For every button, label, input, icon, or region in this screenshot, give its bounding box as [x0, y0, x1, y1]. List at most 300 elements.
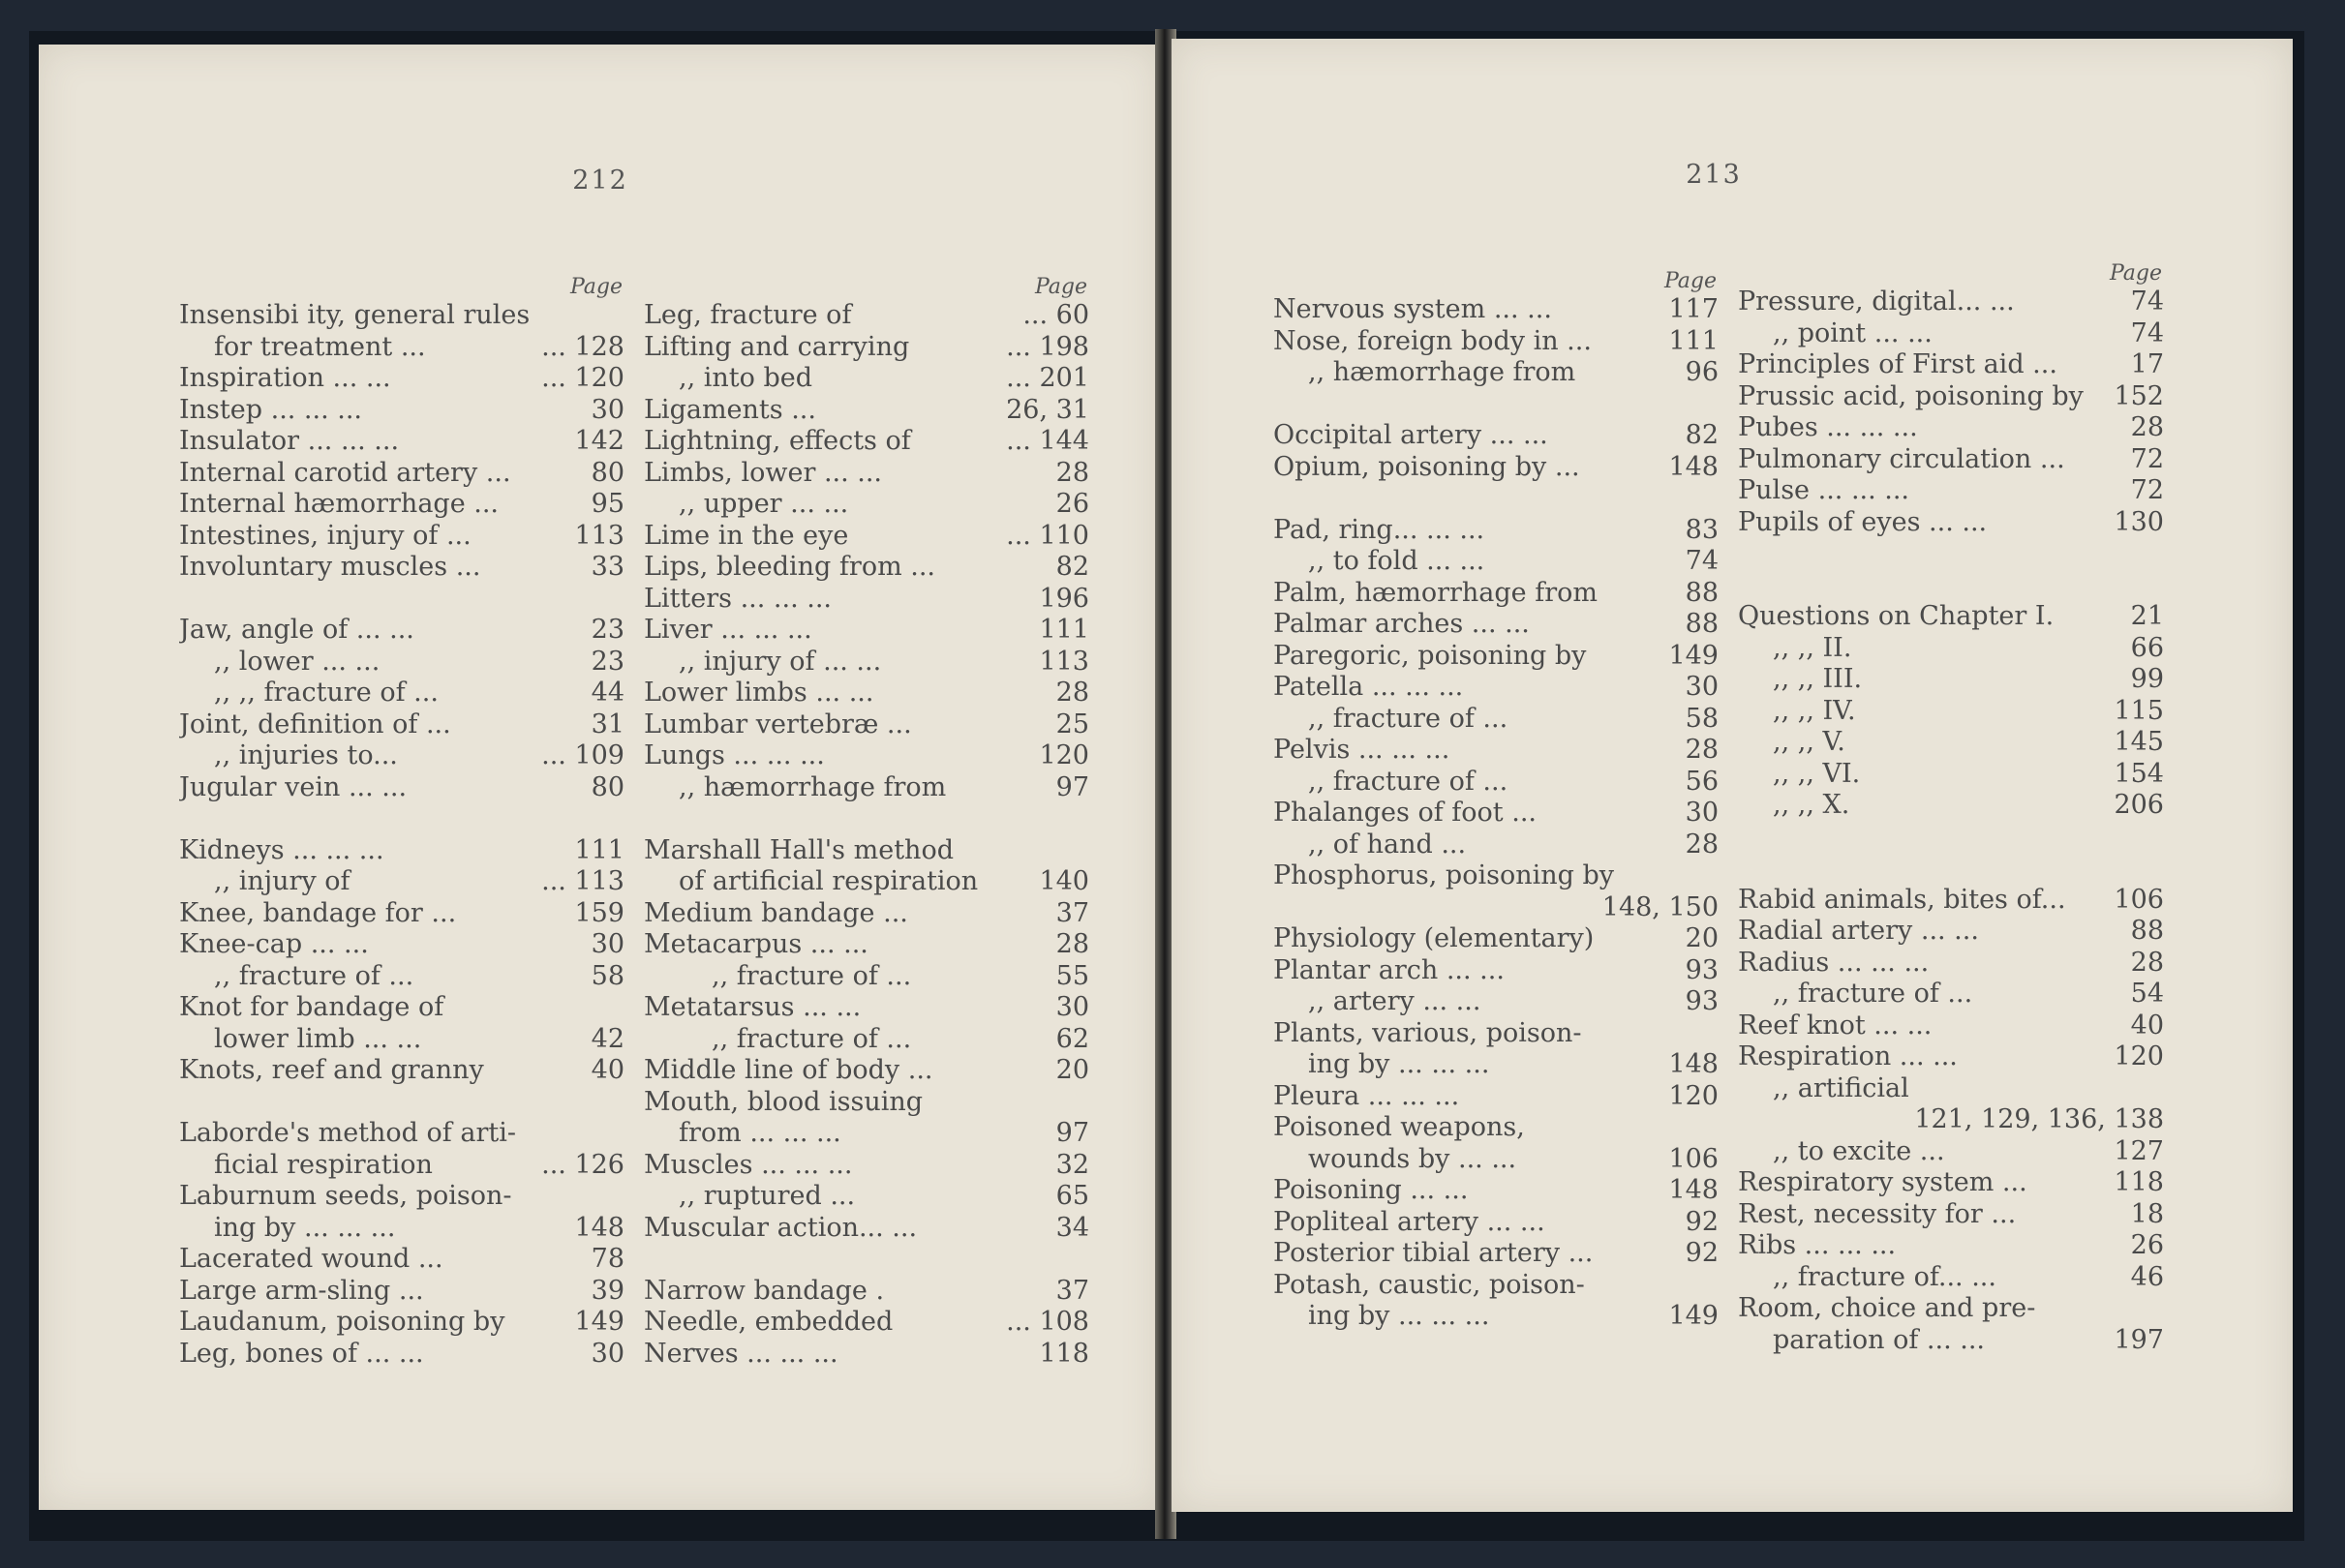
entry-term: ficial respiration — [214, 1149, 433, 1180]
entry-page-ref: 95 — [591, 489, 624, 519]
entry-term: Nose, foreign body in ... — [1273, 325, 1592, 356]
index-entry — [1273, 1112, 1719, 1144]
entry-page-ref: 25 — [1055, 709, 1089, 739]
entry-page-ref: 26 — [1055, 489, 1089, 519]
index-entry — [179, 552, 624, 584]
entry-page-ref: 30 — [591, 1338, 624, 1369]
entry-page-ref: 111 — [1668, 325, 1719, 356]
entry-term: Large arm-sling ... — [179, 1275, 424, 1306]
index-entry — [1273, 1144, 1719, 1176]
entry-term: Room, choice and pre- — [1738, 1293, 2036, 1323]
index-entry — [644, 363, 1089, 395]
index-entry — [644, 584, 1089, 616]
index-entry — [1273, 515, 1719, 547]
index-entry — [644, 1307, 1089, 1339]
entry-page-ref: 148 — [1668, 1175, 1719, 1205]
index-entry — [179, 866, 624, 898]
column-header: Page — [1663, 269, 1717, 293]
index-entry — [179, 332, 624, 364]
index-entry — [1738, 507, 2164, 539]
entry-term: Lime in the eye — [644, 520, 849, 551]
entry-page-ref: 46 — [2130, 1261, 2164, 1292]
entry-page-ref: 72 — [2130, 443, 2164, 474]
entry-page-ref: 39 — [591, 1275, 624, 1306]
entry-term: Pubes ... ... ... — [1738, 412, 1918, 442]
entry-term: ,, ,, X. — [1773, 790, 1850, 820]
entry-term: Jaw, angle of ... ... — [179, 615, 414, 645]
entry-term: Radial artery ... ... — [1738, 916, 1979, 946]
index-entry — [1273, 1018, 1719, 1050]
entry-term: Nervous system ... ... — [1273, 294, 1552, 324]
entry-page-ref: ... 108 — [1006, 1307, 1089, 1337]
index-entry — [644, 1150, 1089, 1182]
index-entry — [1738, 1199, 2164, 1231]
index-entry — [179, 1181, 624, 1213]
index-entry — [1738, 538, 2164, 570]
entry-term: Knee-cap ... ... — [179, 929, 369, 959]
entry-page-ref: 154 — [2114, 758, 2164, 789]
entry-page-ref: 149 — [574, 1307, 624, 1337]
entry-term: Plants, various, poison- — [1273, 1017, 1582, 1048]
index-entry — [1273, 326, 1719, 358]
entry-term: Jugular vein ... ... — [179, 771, 408, 802]
entry-term: ,, hæmorrhage from — [1308, 357, 1576, 387]
index-entry — [179, 929, 624, 961]
index-entry — [644, 1339, 1089, 1371]
entry-term: ,, lower ... ... — [214, 646, 381, 677]
entry-page-ref: 74 — [2130, 317, 2164, 348]
entry-page-ref: 93 — [1685, 986, 1719, 1016]
index-entry — [179, 426, 624, 458]
entry-term: ,, to fold ... ... — [1308, 546, 1485, 576]
entry-term: Poisoning ... ... — [1273, 1175, 1469, 1205]
index-entry — [1738, 570, 2164, 602]
entry-page-ref: 83 — [1685, 514, 1719, 545]
index-column — [179, 275, 624, 1370]
entry-page-ref: 32 — [1055, 1149, 1089, 1180]
index-entry — [1273, 767, 1719, 799]
entry-term: paration of ... ... — [1773, 1324, 1986, 1355]
entry-page-ref: 113 — [574, 520, 624, 551]
entry-term: ,, fracture of ... — [214, 960, 414, 991]
entry-page-ref: 120 — [1668, 1080, 1719, 1111]
index-entry — [1738, 1293, 2164, 1325]
entry-page-ref: 142 — [574, 426, 624, 456]
entry-page-ref: ... 198 — [1006, 331, 1089, 362]
index-entry — [1273, 860, 1719, 892]
index-entry — [644, 866, 1089, 898]
entry-term: Occipital artery ... ... — [1273, 420, 1548, 450]
index-entry — [1738, 696, 2164, 728]
index-entry — [1738, 475, 2164, 507]
entry-term: Rabid animals, bites of... — [1738, 884, 2066, 915]
entry-page-ref: 113 — [1039, 646, 1089, 677]
entry-page-ref: 42 — [591, 1023, 624, 1054]
index-entry — [1273, 357, 1719, 389]
index-entry — [1273, 546, 1719, 578]
index-entry — [1738, 853, 2164, 885]
entry-term: ,, ,, II. — [1773, 632, 1852, 663]
entry-page-ref: 58 — [1685, 703, 1719, 734]
entry-term: Insensibi ity, general rules — [179, 300, 531, 330]
index-entry — [1738, 1262, 2164, 1294]
entry-term: Ribs ... ... ... — [1738, 1230, 1897, 1260]
entry-term: Potash, caustic, poison- — [1273, 1269, 1585, 1300]
entry-page-ref: 74 — [2130, 286, 2164, 317]
index-entry — [644, 458, 1089, 490]
entry-page-ref: 37 — [1055, 897, 1089, 928]
index-entry — [644, 1213, 1089, 1245]
index-entry — [1738, 1010, 2164, 1042]
entry-page-ref: 17 — [2130, 349, 2164, 379]
entry-page-ref: 115 — [2114, 695, 2164, 726]
entry-page-ref: 65 — [1055, 1181, 1089, 1211]
index-entry — [179, 615, 624, 647]
index-entry — [1738, 286, 2164, 318]
index-entry — [644, 1087, 1089, 1119]
entry-page-ref: 88 — [1685, 577, 1719, 608]
index-column — [1273, 269, 1719, 1333]
index-entry — [179, 772, 624, 804]
index-entry — [179, 1150, 624, 1182]
entry-term: Narrow bandage . — [644, 1275, 885, 1306]
entry-page-ref: 28 — [1685, 829, 1719, 859]
entry-term: Pad, ring... ... ... — [1273, 514, 1485, 545]
entry-page-ref: 111 — [574, 834, 624, 865]
entry-term: Physiology (elementary) — [1273, 923, 1595, 953]
entry-term: Pupils of eyes ... ... — [1738, 506, 1988, 537]
index-entry — [644, 678, 1089, 709]
entry-page-ref: 148 — [1668, 1049, 1719, 1079]
entry-term: Kidneys ... ... ... — [179, 834, 384, 865]
entry-term: ,, ,, III. — [1773, 664, 1863, 694]
index-entry — [179, 709, 624, 741]
entry-term: Ligaments ... — [644, 394, 816, 425]
entry-page-ref: 106 — [1668, 1143, 1719, 1174]
index-entry — [1738, 948, 2164, 980]
entry-term: Muscles ... ... ... — [644, 1149, 853, 1180]
entry-page-ref: 80 — [591, 771, 624, 802]
index-entry — [1738, 1041, 2164, 1073]
index-entry — [179, 1213, 624, 1245]
index-entry — [644, 709, 1089, 741]
entry-term: Pressure, digital... ... — [1738, 286, 2015, 317]
entry-term: ing by ... ... ... — [1308, 1301, 1490, 1331]
entry-term: Radius ... ... ... — [1738, 947, 1930, 978]
entry-term: Lungs ... ... ... — [644, 740, 825, 770]
index-entry — [644, 395, 1089, 427]
entry-page-ref: 148 — [574, 1212, 624, 1243]
entry-page-ref: 28 — [2130, 947, 2164, 978]
entry-page-ref: 56 — [1685, 766, 1719, 797]
index-entry — [644, 1118, 1089, 1150]
entry-term: Laburnum seeds, poison- — [179, 1181, 512, 1211]
index-entry — [644, 615, 1089, 647]
index-entry — [179, 458, 624, 490]
index-entry — [1738, 664, 2164, 696]
index-entry — [644, 835, 1089, 867]
entry-page-ref: ... 109 — [541, 740, 624, 770]
index-entry — [1273, 798, 1719, 829]
entry-term: Mouth, blood issuing — [644, 1086, 924, 1117]
entry-term: ,, fracture of ... — [1773, 979, 1973, 1009]
index-entry — [1738, 1230, 2164, 1262]
entry-page-ref: 206 — [2114, 790, 2164, 820]
entry-term: lower limb ... ... — [214, 1023, 422, 1054]
index-entry — [1273, 452, 1719, 484]
entry-term: Pulse ... ... ... — [1738, 475, 1910, 505]
index-entry — [1738, 601, 2164, 633]
entry-term: Metatarsus ... ... — [644, 992, 862, 1022]
index-entry — [1273, 641, 1719, 673]
entry-term: ,, ruptured ... — [679, 1181, 856, 1211]
entry-term: Internal hæmorrhage ... — [179, 489, 500, 519]
entry-term: Patella ... ... ... — [1273, 672, 1464, 702]
entry-page-ref: 40 — [2130, 1010, 2164, 1040]
entry-term: ,, fracture of ... — [1308, 703, 1508, 734]
index-entry — [1273, 1175, 1719, 1207]
entry-term: Posterior tibial artery ... — [1273, 1238, 1594, 1268]
entry-term: ,, of hand ... — [1308, 829, 1467, 859]
index-entry — [179, 300, 624, 332]
entry-term: ing by ... ... ... — [214, 1212, 396, 1243]
index-entry — [1273, 892, 1719, 924]
entry-term: Nerves ... ... ... — [644, 1338, 838, 1369]
entry-term: Paregoric, poisoning by — [1273, 640, 1587, 671]
entry-page-ref: 28 — [1055, 457, 1089, 488]
entry-term: from ... ... ... — [679, 1118, 841, 1148]
index-entry — [1738, 822, 2164, 854]
entry-page-ref: 31 — [591, 709, 624, 739]
entry-term: ,, fracture of... ... — [1773, 1261, 1996, 1292]
index-entry — [644, 1244, 1089, 1276]
entry-page-ref: 149 — [1668, 1301, 1719, 1331]
entry-page-ref: 99 — [2130, 664, 2164, 694]
index-entry — [179, 647, 624, 678]
entry-page-ref: 92 — [1685, 1206, 1719, 1237]
index-entry — [179, 1307, 624, 1339]
index-entry — [1273, 483, 1719, 515]
entry-page-ref: ... 144 — [1006, 426, 1089, 456]
entry-term: ing by ... ... ... — [1308, 1049, 1490, 1079]
index-entry — [1738, 1136, 2164, 1168]
entry-term: ,, fracture of ... — [712, 960, 912, 991]
index-entry — [179, 678, 624, 709]
entry-term: Knots, reef and granny — [179, 1055, 484, 1085]
entry-term: wounds by ... ... — [1308, 1143, 1517, 1174]
index-column — [1738, 261, 2164, 1356]
entry-page-ref: 93 — [1685, 954, 1719, 985]
index-entry — [1273, 1049, 1719, 1081]
entry-term: Lifting and carrying — [644, 331, 910, 362]
entry-term: Questions on Chapter I. — [1738, 601, 2055, 631]
column-header: Page — [2109, 261, 2162, 286]
index-entry — [1273, 829, 1719, 861]
entry-page-ref: 30 — [591, 929, 624, 959]
index-entry — [1738, 885, 2164, 917]
entry-term: ,, upper ... ... — [679, 489, 849, 519]
entry-page-ref: ... 60 — [1022, 300, 1089, 330]
entry-page-ref: 28 — [1055, 929, 1089, 959]
index-entry — [179, 961, 624, 993]
entry-term: Muscular action... ... — [644, 1212, 918, 1243]
index-entry — [179, 1118, 624, 1150]
entry-term: ,, ,, V. — [1773, 727, 1845, 757]
index-entry — [1738, 349, 2164, 381]
entry-page-ref: 34 — [1055, 1212, 1089, 1243]
entry-page-ref: 140 — [1039, 866, 1089, 896]
index-entry — [1273, 1270, 1719, 1302]
entry-term: Pleura ... ... ... — [1273, 1080, 1460, 1111]
entry-page-ref: 72 — [2130, 475, 2164, 505]
entry-page-ref: 40 — [591, 1055, 624, 1085]
entry-term: ,, point ... ... — [1773, 317, 1933, 348]
entry-term: ,, ,, fracture of ... — [214, 678, 439, 708]
entry-page-ref: 127 — [2114, 1135, 2164, 1166]
entry-page-ref: 118 — [1039, 1338, 1089, 1369]
entry-page-ref: 117 — [1668, 294, 1719, 324]
index-entry — [1738, 318, 2164, 350]
entry-term: Knee, bandage for ... — [179, 897, 457, 928]
entry-term: ,, to excite ... — [1773, 1135, 1945, 1166]
entry-page-ref: 58 — [591, 960, 624, 991]
index-entry — [1738, 916, 2164, 948]
entry-page-ref: 96 — [1685, 357, 1719, 387]
column-header: Page — [569, 275, 623, 299]
entry-term: Middle line of body ... — [644, 1055, 933, 1085]
index-entry — [1273, 389, 1719, 421]
index-entry — [644, 1276, 1089, 1308]
entry-term: Popliteal artery ... ... — [1273, 1206, 1545, 1237]
entry-term: ,, into bed — [679, 363, 813, 393]
index-entry — [644, 740, 1089, 772]
entry-page-ref: 30 — [1685, 798, 1719, 828]
index-entry — [1273, 1238, 1719, 1270]
entry-term: Lips, bleeding from ... — [644, 552, 936, 582]
index-entry — [644, 992, 1089, 1024]
entry-term: Involuntary muscles ... — [179, 552, 481, 582]
index-entry — [1738, 727, 2164, 759]
index-entry — [179, 489, 624, 521]
entry-page-ref: 152 — [2114, 380, 2164, 411]
entry-term: Rest, necessity for ... — [1738, 1198, 2017, 1229]
entry-page-ref: 74 — [1685, 546, 1719, 576]
entry-page-ref: 26, 31 — [1006, 394, 1089, 425]
entry-page-ref: 30 — [1685, 672, 1719, 702]
entry-term: Poisoned weapons, — [1273, 1112, 1525, 1142]
entry-term: ,, fracture of ... — [712, 1023, 912, 1054]
entry-term: Prussic acid, poisoning by — [1738, 380, 2084, 411]
entry-page-ref: 111 — [1039, 615, 1089, 645]
entry-term: Lightning, effects of — [644, 426, 911, 456]
index-entry — [1273, 1301, 1719, 1333]
entry-term: ,, fracture of ... — [1308, 766, 1508, 797]
index-entry — [644, 300, 1089, 332]
entry-term: ,, artificial — [1773, 1072, 1909, 1103]
entry-page-ref: 30 — [591, 394, 624, 425]
entry-term: Pulmonary circulation ... — [1738, 443, 2065, 474]
index-entry — [1273, 1207, 1719, 1239]
index-entry — [1738, 759, 2164, 791]
entry-page-ref: 37 — [1055, 1275, 1089, 1306]
entry-page-ref: 149 — [1668, 640, 1719, 671]
entry-term: Knot for bandage of — [179, 992, 444, 1022]
index-entry — [1273, 672, 1719, 704]
entry-page-ref: 118 — [2114, 1167, 2164, 1197]
entry-term: ,, injury of ... ... — [679, 646, 882, 677]
index-entry — [1273, 735, 1719, 767]
index-entry — [179, 898, 624, 930]
entry-term: Limbs, lower ... ... — [644, 457, 883, 488]
index-entry — [644, 1024, 1089, 1056]
index-entry — [179, 835, 624, 867]
entry-page-ref: 130 — [2114, 506, 2164, 537]
index-entry — [1273, 955, 1719, 987]
entry-term: Respiratory system ... — [1738, 1167, 2027, 1197]
entry-page-ref: 20 — [1685, 923, 1719, 953]
entry-page-ref: 33 — [591, 552, 624, 582]
entry-term: Internal carotid artery ... — [179, 457, 511, 488]
index-entry — [644, 803, 1089, 835]
entry-term: Phosphorus, poisoning by — [1273, 860, 1615, 890]
entry-term: Laudanum, poisoning by — [179, 1307, 505, 1337]
index-entry — [1738, 412, 2164, 444]
index-entry — [179, 803, 624, 835]
entry-term: Lower limbs ... ... — [644, 678, 874, 708]
index-entry — [1738, 633, 2164, 665]
index-entry — [644, 772, 1089, 804]
entry-page-ref: 159 — [574, 897, 624, 928]
entry-term: Pelvis ... ... ... — [1273, 735, 1450, 765]
index-column — [644, 275, 1089, 1370]
entry-term: Respiration ... ... — [1738, 1041, 1958, 1071]
entry-term: Opium, poisoning by ... — [1273, 451, 1580, 482]
index-entry — [179, 1087, 624, 1119]
entry-page-ref: 97 — [1055, 771, 1089, 802]
index-entry — [1273, 609, 1719, 641]
index-entry — [179, 740, 624, 772]
entry-page-ref: 148 — [1668, 451, 1719, 482]
entry-term: Liver ... ... ... — [644, 615, 812, 645]
entry-page-ref: 62 — [1055, 1023, 1089, 1054]
entry-term: Palmar arches ... ... — [1273, 609, 1530, 639]
entry-page-ref: 82 — [1685, 420, 1719, 450]
index-entry — [1738, 1104, 2164, 1136]
entry-page-ref: 23 — [591, 615, 624, 645]
entry-page-ref: 20 — [1055, 1055, 1089, 1085]
entry-term: Metacarpus ... ... — [644, 929, 868, 959]
entry-term: ,, injury of — [214, 866, 350, 896]
index-entry — [179, 1024, 624, 1056]
entry-term: Needle, embedded — [644, 1307, 894, 1337]
entry-term: Intestines, injury of ... — [179, 520, 472, 551]
entry-page-ref: 120 — [2114, 1041, 2164, 1071]
entry-page-ref: ... 128 — [541, 331, 624, 362]
page-number: 212 — [572, 166, 628, 196]
entry-page-ref: 197 — [2114, 1324, 2164, 1355]
entry-page-ref: 121, 129, 136, 138 — [1914, 1104, 2164, 1134]
column-header: Page — [1034, 275, 1087, 299]
index-entry — [179, 1276, 624, 1308]
index-entry — [1738, 1073, 2164, 1105]
entry-term: Principles of First aid ... — [1738, 349, 2057, 379]
index-entry — [1273, 420, 1719, 452]
entry-term: Phalanges of foot ... — [1273, 798, 1537, 828]
index-entry — [179, 521, 624, 553]
entry-page-ref: 21 — [2130, 601, 2164, 631]
right-page — [1172, 39, 2293, 1512]
entry-page-ref: 80 — [591, 457, 624, 488]
